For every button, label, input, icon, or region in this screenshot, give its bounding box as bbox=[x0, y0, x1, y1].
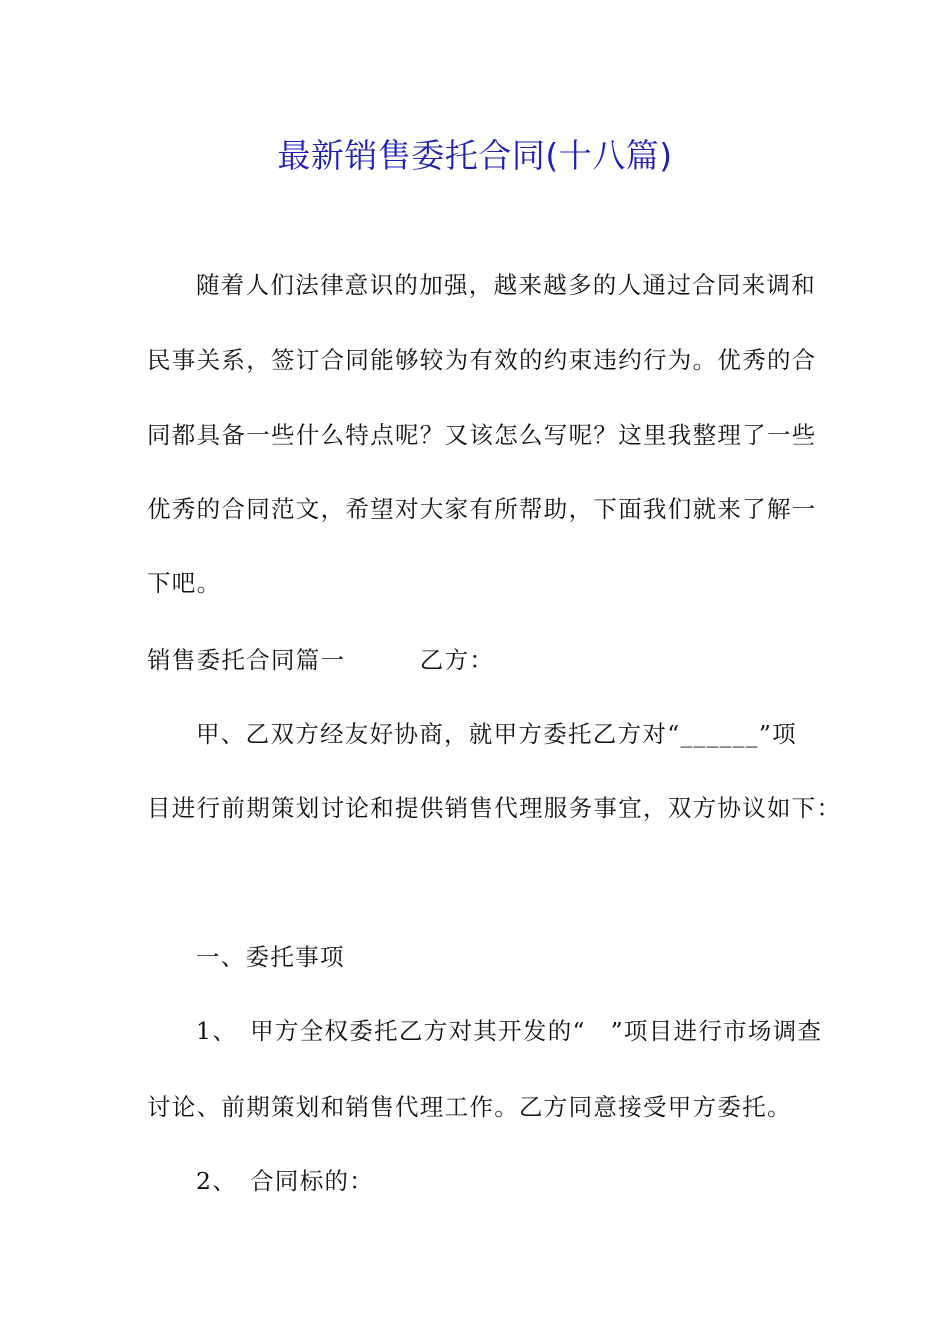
intro-line-3: 同都具备一些什么特点呢？又该怎么写呢？这里我整理了一些 bbox=[147, 421, 817, 449]
document-title: 最新销售委托合同(十八篇) bbox=[277, 136, 673, 175]
agreement-line-2: 目进行前期策划讨论和提供销售代理服务事宜，双方协议如下： bbox=[147, 794, 842, 822]
clause-1-line-2: 讨论、前期策划和销售代理工作。乙方同意接受甲方委托。 bbox=[147, 1093, 792, 1121]
intro-line-4: 优秀的合同范文，希望对大家有所帮助，下面我们就来了解一 bbox=[147, 495, 817, 523]
intro-line-5: 下吧。 bbox=[147, 569, 222, 597]
clause-1-line-1: 1、 甲方全权委托乙方对其开发的“ ”项目进行市场调查 bbox=[196, 1017, 823, 1045]
agreement-line-1: 甲、乙双方经友好协商，就甲方委托乙方对“______”项 bbox=[196, 720, 797, 748]
clause-heading: 一、委托事项 bbox=[196, 943, 345, 971]
intro-line-1: 随着人们法律意识的加强，越来越多的人通过合同来调和 bbox=[196, 271, 816, 299]
section-heading: 销售委托合同篇一 乙方： bbox=[147, 646, 495, 674]
clause-2-line: 2、 合同标的： bbox=[196, 1167, 375, 1195]
intro-line-2: 民事关系，签订合同能够较为有效的约束违约行为。优秀的合 bbox=[147, 346, 817, 374]
